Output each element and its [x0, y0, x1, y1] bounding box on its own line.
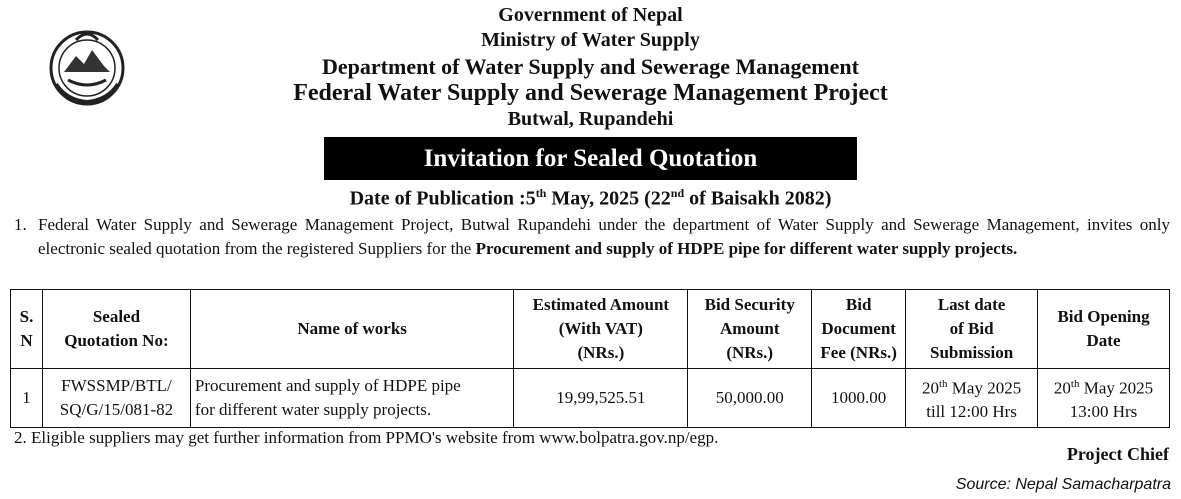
header-location: Butwal, Rupandehi: [507, 108, 674, 130]
header-government: Government of Nepal: [498, 4, 683, 26]
header-estimated-amount: Estimated Amount (With VAT) (NRs.): [514, 290, 688, 369]
header-ministry: Ministry of Water Supply: [481, 29, 700, 51]
procurement-description: Procurement and supply of HDPE pipe for different water supply projects.: [475, 239, 1018, 258]
table-row: [11, 369, 1170, 428]
signature-project-chief: Project Chief: [1066, 444, 1169, 464]
cell-bid-security: 50,000.00: [688, 369, 812, 428]
header-quotation-no: Sealed Quotation No:: [42, 290, 190, 369]
header-name-of-works: Name of works: [190, 290, 514, 369]
quotation-table: [10, 289, 1170, 428]
publication-date: Date of Publication :5th May, 2025 (22nd of Baisakh 2082): [349, 186, 832, 210]
header-project: Federal Water Supply and Sewerage Management Project: [293, 80, 888, 106]
header-department: Department of Water Supply and Sewerage Management: [322, 54, 859, 79]
header-bid-security: Bid Security Amount (NRs.): [688, 290, 812, 369]
notice-title-banner: Invitation for Sealed Quotation: [324, 137, 857, 180]
header-sn: S. N: [11, 290, 43, 369]
cell-bid-document-fee: 1000.00: [812, 369, 906, 428]
notice-paragraph-1: 1. Federal Water Supply and Sewerage Management Project, Butwal Rupandehi under the department of Water Supply and Sewerage Management, invites only electronic sealed quotation from the registered Suppliers for the Procurement and supply of HDPE pipe for different water supply projects.: [14, 215, 1170, 258]
notice-paragraph-2: 2. Eligible suppliers may get further information from PPMO's website from www.bolpatra.gov.np/egp.: [14, 428, 719, 447]
table-header-row: [11, 290, 1170, 369]
cell-last-date: 20th May 2025 till 12:00 Hrs: [906, 369, 1038, 428]
header-opening-date: Bid Opening Date: [1038, 290, 1170, 369]
cell-name-of-works: Procurement and supply of HDPE pipe for different water supply projects.: [190, 369, 514, 428]
cell-quotation-no: FWSSMP/BTL/ SQ/G/15/081-82: [42, 369, 190, 428]
cell-opening-date: 20th May 2025 13:00 Hrs: [1038, 369, 1170, 428]
header-last-date: Last date of Bid Submission: [906, 290, 1038, 369]
cell-estimated-amount: 19,99,525.51: [514, 369, 688, 428]
cell-sn: 1: [11, 369, 43, 428]
source-credit: Source: Nepal Samacharpatra: [955, 476, 1171, 493]
header-bid-document-fee: Bid Document Fee (NRs.): [812, 290, 906, 369]
